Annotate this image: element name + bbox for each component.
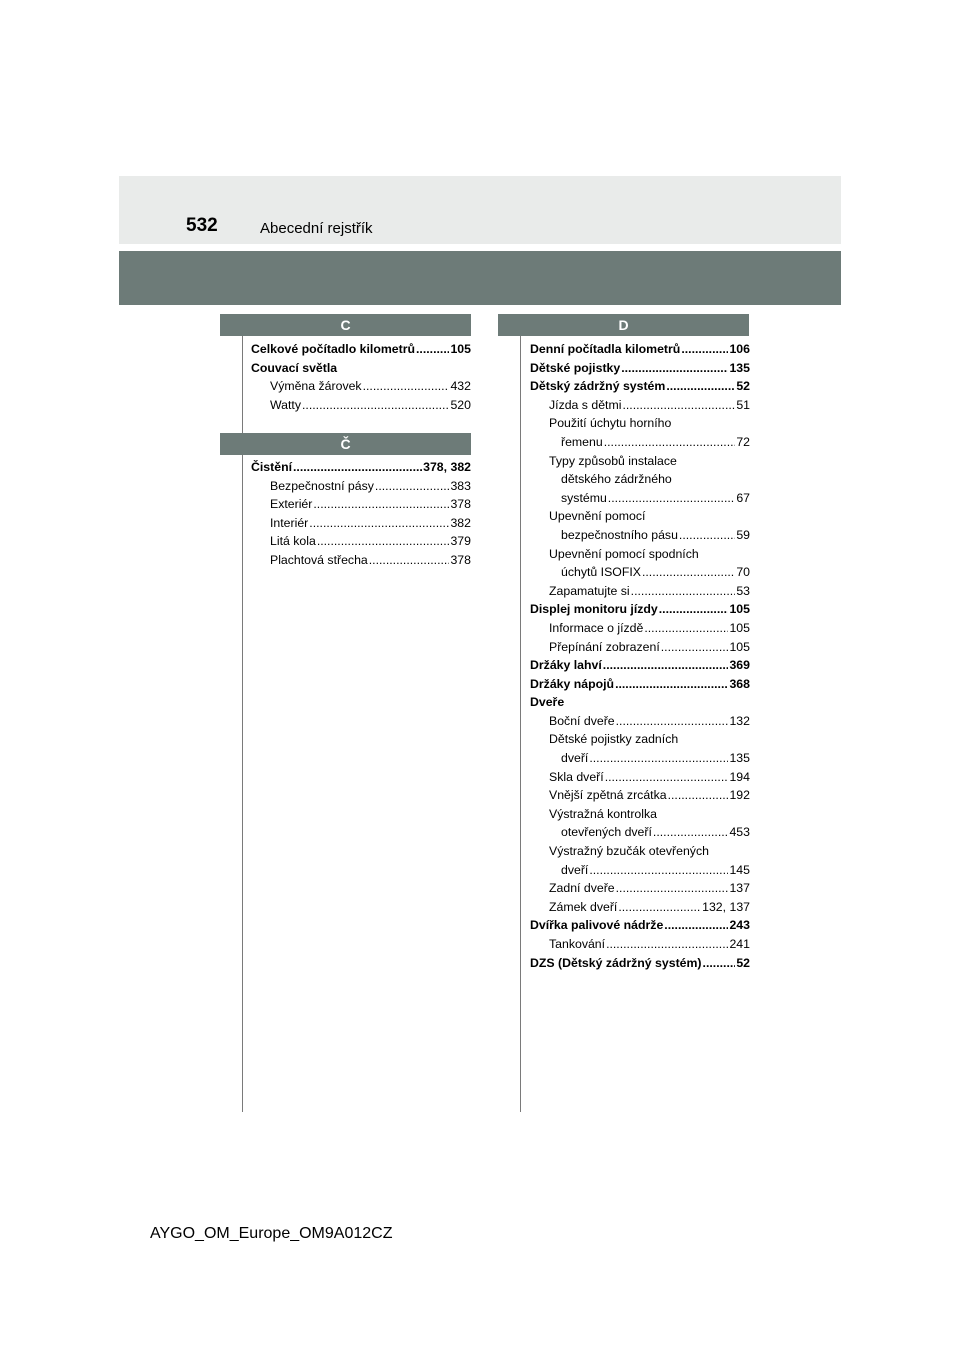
- entry-label: Držáky nápojů: [530, 676, 615, 691]
- letter-header-c: C: [220, 314, 471, 336]
- entry-label: Čistění: [251, 460, 292, 474]
- index-entry: [251, 551, 471, 570]
- dot-leader: [616, 712, 729, 731]
- index-entry: [530, 786, 750, 805]
- entry-page-ref: 72: [736, 434, 750, 449]
- dot-leader: [313, 495, 449, 514]
- dot-leader: [608, 489, 736, 508]
- index-entry: [251, 514, 471, 533]
- index-entry: [530, 675, 750, 694]
- entry-label: Dětské pojistky: [530, 360, 621, 375]
- dot-leader: [369, 551, 450, 570]
- entry-label: Držáky lahví: [530, 658, 602, 673]
- entry-label: Přepínání zobrazení: [549, 639, 660, 654]
- entry-page-ref: 145: [729, 862, 750, 877]
- index-entry: [530, 693, 750, 712]
- dot-leader: [302, 396, 449, 415]
- entry-label: Zámek dveří: [549, 899, 618, 914]
- index-entry: [530, 396, 750, 415]
- index-entry: [530, 730, 750, 749]
- entry-page-ref: 105: [729, 639, 750, 654]
- index-entry: [530, 489, 750, 508]
- index-entry: [530, 377, 750, 396]
- entry-page-ref: 70: [736, 565, 750, 580]
- dot-leader: [703, 954, 736, 973]
- page-number: 532: [186, 215, 218, 236]
- dot-leader: [621, 359, 728, 378]
- index-entry: [530, 954, 750, 973]
- entry-page-ref: 243: [729, 918, 750, 933]
- index-entry: [530, 916, 750, 935]
- entry-label: Vnější zpětná zrcátka: [549, 788, 667, 803]
- header-dark-band: [119, 251, 841, 305]
- index-entry: [251, 477, 471, 496]
- entry-label: úchytů ISOFIX: [561, 565, 641, 580]
- entry-label: Boční dveře: [549, 713, 615, 728]
- index-entry: [530, 712, 750, 731]
- dot-leader: [604, 433, 736, 452]
- entry-page-ref: 52: [736, 379, 750, 394]
- entry-page-ref: 106: [729, 342, 750, 356]
- index-entry: [530, 861, 750, 880]
- entry-page-ref: 368: [729, 676, 750, 691]
- index-entry: [530, 433, 750, 452]
- dot-leader: [666, 377, 735, 396]
- entry-page-ref: 135: [729, 751, 750, 766]
- entry-page-ref: 379: [450, 534, 471, 549]
- index-entry: [530, 638, 750, 657]
- dot-leader: [293, 458, 422, 477]
- entry-label: Dveře: [530, 695, 565, 710]
- index-entry: [251, 495, 471, 514]
- entry-page-ref: 241: [729, 937, 750, 951]
- index-entry: [530, 563, 750, 582]
- entry-label: Denní počítadla kilometrů: [530, 342, 681, 356]
- dot-leader: [681, 340, 728, 359]
- index-entry: [251, 377, 471, 396]
- index-entries-d: [530, 340, 750, 972]
- entry-page-ref: 378, 382: [423, 460, 471, 474]
- entry-page-ref: 453: [729, 825, 750, 840]
- entry-page-ref: 132: [729, 713, 750, 728]
- index-entry: [530, 805, 750, 824]
- dot-leader: [679, 526, 735, 545]
- index-entry: [530, 470, 750, 489]
- entry-page-ref: 135: [729, 360, 750, 375]
- entry-label: systému: [561, 490, 607, 505]
- index-entry: [251, 396, 471, 415]
- entry-label: Upevnění pomocí spodních: [549, 546, 699, 561]
- dot-leader: [605, 768, 729, 787]
- index-entry: [530, 768, 750, 787]
- letter-header-d: D: [498, 314, 749, 336]
- index-entry: [251, 458, 471, 477]
- entry-label: Interiér: [270, 515, 309, 530]
- dot-leader: [317, 532, 450, 551]
- dot-leader: [661, 638, 729, 657]
- header-band: [119, 176, 841, 244]
- index-entry: [530, 545, 750, 564]
- entry-label: Použití úchytu horního: [549, 416, 672, 431]
- index-entry: [251, 359, 471, 378]
- entry-label: Výstražná kontrolka: [549, 806, 657, 821]
- entry-label: DZS (Dětský zádržný systém): [530, 955, 702, 970]
- entry-page-ref: 67: [736, 490, 750, 505]
- entry-page-ref: 378: [450, 552, 471, 567]
- dot-leader: [375, 477, 450, 496]
- section-title: Abecední rejstřík: [260, 220, 373, 237]
- entry-label: dveří: [561, 862, 589, 877]
- entry-page-ref: 59: [736, 527, 750, 542]
- index-entry: [530, 656, 750, 675]
- entry-label: Couvací světla: [251, 360, 338, 375]
- index-entry: [530, 600, 750, 619]
- dot-leader: [631, 582, 736, 601]
- dot-leader: [644, 619, 728, 638]
- entry-page-ref: 192: [729, 788, 750, 803]
- dot-leader: [664, 916, 728, 935]
- index-entry: [530, 414, 750, 433]
- index-entry: [251, 340, 471, 359]
- entry-page-ref: 137: [729, 881, 750, 896]
- entry-label: bezpečnostního pásu: [561, 527, 678, 542]
- index-entry: [530, 842, 750, 861]
- document-code: AYGO_OM_Europe_OM9A012CZ: [150, 1225, 393, 1242]
- index-entry: [530, 340, 750, 359]
- entry-page-ref: 369: [729, 658, 750, 673]
- dot-leader: [622, 396, 735, 415]
- entry-label: Tankování: [549, 937, 606, 951]
- index-entry: [530, 619, 750, 638]
- entry-page-ref: 132, 137: [702, 899, 750, 914]
- entry-label: Skla dveří: [549, 769, 604, 784]
- entry-page-ref: 520: [450, 397, 471, 412]
- entry-label: Exteriér: [270, 497, 313, 512]
- entry-label: Jízda s dětmi: [549, 397, 622, 412]
- entry-label: Zapamatujte si: [549, 583, 630, 598]
- dot-leader: [659, 600, 729, 619]
- entry-label: Typy způsobů instalace: [549, 453, 677, 468]
- index-entry: [530, 898, 750, 917]
- dot-leader: [603, 656, 729, 675]
- dot-leader: [416, 340, 449, 359]
- entry-label: Celkové počítadlo kilometrů: [251, 342, 415, 356]
- entry-label: řemenu: [561, 434, 603, 449]
- entry-page-ref: 105: [729, 602, 750, 617]
- index-entry: [530, 749, 750, 768]
- dot-leader: [309, 514, 449, 533]
- dot-leader: [653, 823, 729, 842]
- entry-page-ref: 194: [729, 769, 750, 784]
- index-entry: [530, 879, 750, 898]
- entry-label: otevřených dveří: [561, 825, 652, 840]
- index-entry: [530, 582, 750, 601]
- index-entry: [530, 935, 750, 954]
- dot-leader: [618, 898, 701, 917]
- entry-label: Litá kola: [270, 534, 316, 549]
- entry-page-ref: 105: [450, 342, 471, 356]
- entry-label: dveří: [561, 751, 589, 766]
- index-entry: [530, 452, 750, 471]
- index-entry: [530, 526, 750, 545]
- entry-label: Výstražný bzučák otevřených: [549, 844, 709, 859]
- entry-page-ref: 105: [729, 620, 750, 635]
- entry-label: Zadní dveře: [549, 881, 615, 896]
- entry-label: dětského zádržného: [561, 472, 672, 487]
- entry-label: Výměna žárovek: [270, 379, 362, 394]
- entry-page-ref: 53: [736, 583, 750, 598]
- dot-leader: [363, 377, 450, 396]
- entry-page-ref: 51: [736, 397, 750, 412]
- dot-leader: [668, 786, 729, 805]
- entry-label: Bezpečnostní pásy: [270, 478, 374, 493]
- index-entry: [530, 507, 750, 526]
- index-entries-c: [251, 340, 471, 414]
- index-entry: [530, 823, 750, 842]
- entry-page-ref: 52: [736, 955, 750, 970]
- right-column-rule: [520, 330, 521, 1112]
- entry-label: Displej monitoru jízdy: [530, 602, 658, 617]
- entry-page-ref: 382: [450, 515, 471, 530]
- entry-label: Watty: [270, 397, 301, 412]
- dot-leader: [616, 879, 729, 898]
- index-entry: [530, 359, 750, 378]
- dot-leader: [589, 749, 728, 768]
- index-entries-c-caron: [251, 458, 471, 570]
- letter-header-c-caron: Č: [220, 433, 471, 455]
- entry-label: Informace o jízdě: [549, 620, 644, 635]
- dot-leader: [642, 563, 735, 582]
- entry-page-ref: 383: [450, 478, 471, 493]
- entry-label: Plachtová střecha: [270, 552, 368, 567]
- entry-page-ref: 432: [450, 379, 471, 394]
- entry-label: Dvířka palivové nádrže: [530, 918, 664, 933]
- entry-label: Dětské pojistky zadních: [549, 732, 679, 747]
- dot-leader: [606, 935, 728, 954]
- entry-page-ref: 378: [450, 497, 471, 512]
- entry-label: Dětský zádržný systém: [530, 379, 666, 394]
- entry-label: Upevnění pomocí: [549, 509, 646, 524]
- dot-leader: [615, 675, 728, 694]
- index-entry: [251, 532, 471, 551]
- dot-leader: [589, 861, 728, 880]
